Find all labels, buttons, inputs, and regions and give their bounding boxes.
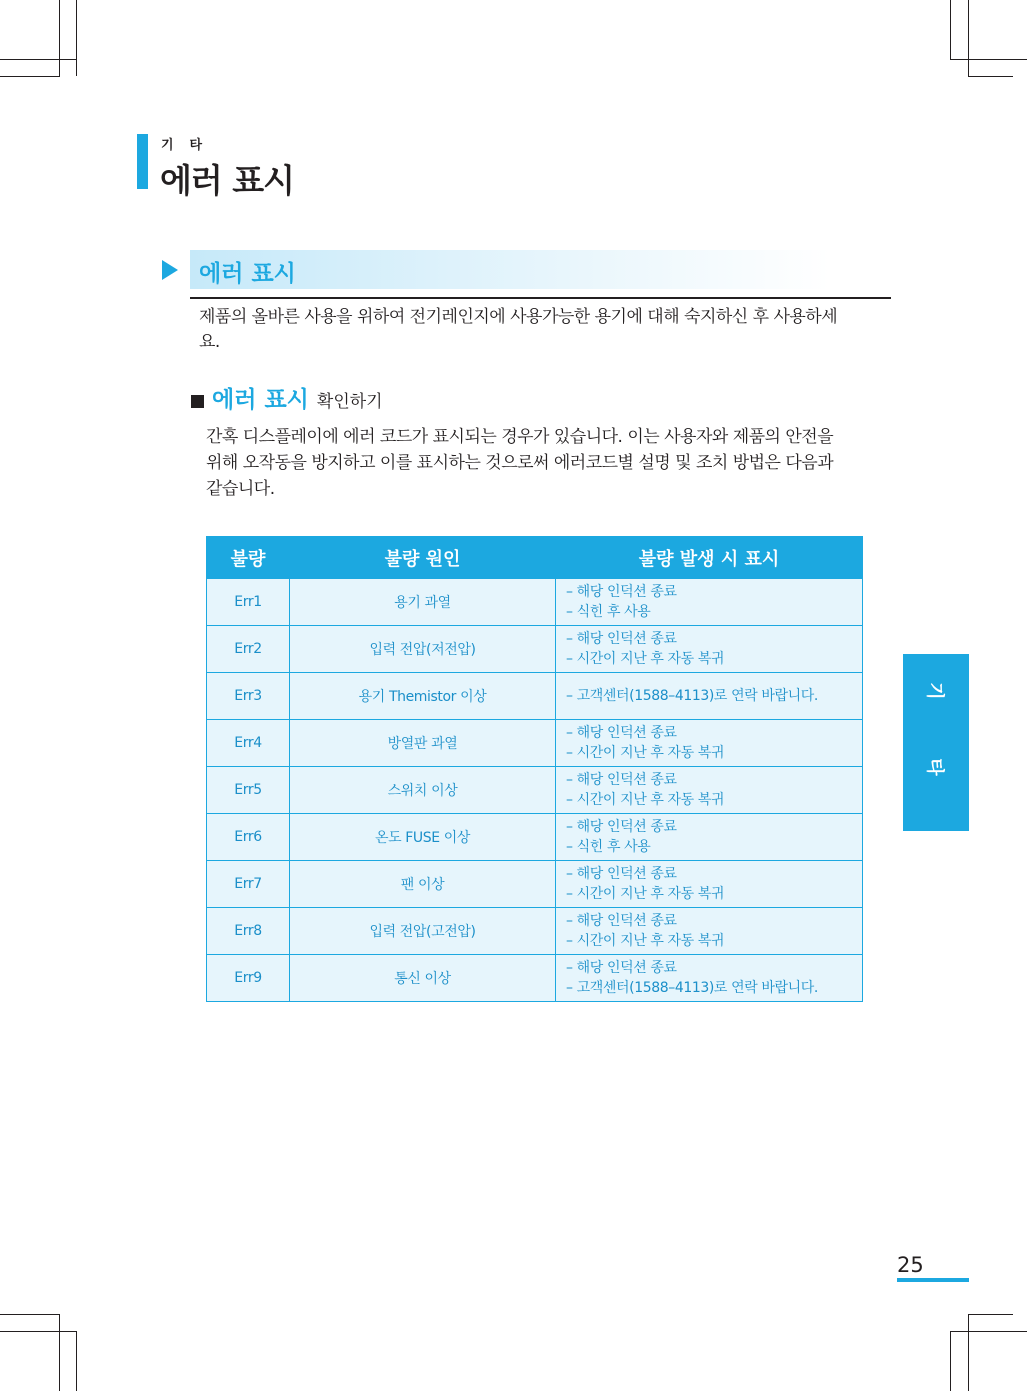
error-code: Err7 bbox=[207, 861, 290, 908]
subsection-title: 에러 표시 bbox=[212, 387, 309, 413]
error-cause: 스위치 이상 bbox=[290, 767, 556, 814]
error-code: Err2 bbox=[207, 626, 290, 673]
error-code: Err4 bbox=[207, 720, 290, 767]
side-tab-char: 기 bbox=[924, 682, 945, 700]
error-code: Err8 bbox=[207, 908, 290, 955]
error-display bbox=[556, 579, 863, 626]
error-display bbox=[556, 626, 863, 673]
table-header-row bbox=[207, 537, 863, 579]
display-line: – 해당 인덕션 종료 bbox=[566, 631, 677, 647]
table-row bbox=[207, 908, 863, 955]
display-line: – 시간이 지난 후 자동 복귀 bbox=[566, 792, 725, 808]
crop-mark bbox=[59, 1314, 60, 1391]
display-line: – 해당 인덕션 종료 bbox=[566, 725, 677, 741]
crop-mark bbox=[968, 0, 969, 76]
error-cause: 용기 과열 bbox=[290, 579, 556, 626]
subsection-body: 간혹 디스플레이에 에러 코드가 표시되는 경우가 있습니다. 이는 사용자와 제품의 안전을 위해 오작동을 방지하고 이를 표시하는 것으로써 에러코드별 설명 및 조치 방법은 다음과 같습니다. bbox=[206, 427, 834, 499]
page-number: 25 bbox=[897, 1253, 924, 1277]
error-code: Err1 bbox=[207, 579, 290, 626]
error-display bbox=[556, 720, 863, 767]
display-line: – 해당 인덕션 종료 bbox=[566, 866, 677, 882]
error-code: Err6 bbox=[207, 814, 290, 861]
error-display bbox=[556, 767, 863, 814]
side-tab-char: 타 bbox=[924, 758, 945, 776]
crop-mark bbox=[950, 1331, 1027, 1332]
crop-mark bbox=[0, 76, 60, 77]
display-line: – 식힌 후 사용 bbox=[566, 604, 651, 620]
section-title: 에러 표시 bbox=[199, 261, 296, 287]
table-row bbox=[207, 673, 863, 720]
error-code-table bbox=[206, 536, 863, 1002]
triangle-right-icon bbox=[162, 260, 178, 280]
display-line: – 고객센터(1588–4113)로 연락 바랍니다. bbox=[566, 688, 818, 704]
subsection-title-suffix: 확인하기 bbox=[316, 392, 383, 412]
error-display bbox=[556, 861, 863, 908]
display-line: – 시간이 지난 후 자동 복귀 bbox=[566, 745, 725, 761]
error-display bbox=[556, 955, 863, 1002]
display-line: – 식힌 후 사용 bbox=[566, 839, 651, 855]
error-cause: 온도 FUSE 이상 bbox=[290, 814, 556, 861]
error-code: Err9 bbox=[207, 955, 290, 1002]
crop-mark bbox=[0, 59, 76, 60]
display-line: – 해당 인덕션 종료 bbox=[566, 772, 677, 788]
error-display bbox=[556, 908, 863, 955]
crop-mark bbox=[0, 1331, 77, 1332]
column-header-display: 불량 발생 시 표시 bbox=[556, 537, 863, 579]
error-cause: 통신 이상 bbox=[290, 955, 556, 1002]
error-cause: 팬 이상 bbox=[290, 861, 556, 908]
category-label: 기타 bbox=[161, 138, 219, 153]
table-row bbox=[207, 955, 863, 1002]
table-row bbox=[207, 861, 863, 908]
square-bullet-icon bbox=[191, 395, 204, 408]
crop-mark bbox=[950, 1331, 951, 1391]
category-bar bbox=[137, 134, 148, 189]
table-row bbox=[207, 720, 863, 767]
crop-mark bbox=[59, 0, 60, 76]
crop-mark bbox=[0, 1314, 60, 1315]
error-cause: 용기 Themistor 이상 bbox=[290, 673, 556, 720]
table-row bbox=[207, 767, 863, 814]
crop-mark bbox=[968, 1314, 1013, 1315]
column-header-code: 불량 bbox=[207, 537, 290, 579]
error-code: Err3 bbox=[207, 673, 290, 720]
error-cause: 입력 전압(저전압) bbox=[290, 626, 556, 673]
page-title: 에러 표시 bbox=[160, 161, 295, 200]
error-cause: 방열판 과열 bbox=[290, 720, 556, 767]
side-chapter-tab bbox=[903, 654, 969, 831]
display-line: – 해당 인덕션 종료 bbox=[566, 913, 677, 929]
error-display bbox=[556, 673, 863, 720]
table-row bbox=[207, 814, 863, 861]
display-line: – 시간이 지난 후 자동 복귀 bbox=[566, 886, 725, 902]
section-intro: 제품의 올바른 사용을 위하여 전기레인지에 사용가능한 용기에 대해 숙지하신 후 사용하세요. bbox=[199, 307, 838, 352]
display-line: – 고객센터(1588–4113)로 연락 바랍니다. bbox=[566, 980, 818, 996]
section-divider bbox=[190, 297, 891, 299]
error-code: Err5 bbox=[207, 767, 290, 814]
display-line: – 시간이 지난 후 자동 복귀 bbox=[566, 651, 725, 667]
crop-mark bbox=[76, 0, 77, 76]
column-header-cause: 불량 원인 bbox=[290, 537, 556, 579]
subsection-heading bbox=[191, 381, 383, 414]
crop-mark bbox=[968, 76, 1013, 77]
crop-mark bbox=[950, 59, 1027, 60]
page-number-underline bbox=[897, 1278, 969, 1282]
display-line: – 해당 인덕션 종료 bbox=[566, 819, 677, 835]
table-row bbox=[207, 626, 863, 673]
display-line: – 시간이 지난 후 자동 복귀 bbox=[566, 933, 725, 949]
crop-mark bbox=[76, 1331, 77, 1391]
crop-mark bbox=[968, 1314, 969, 1391]
error-display bbox=[556, 814, 863, 861]
crop-mark bbox=[950, 0, 951, 60]
error-cause: 입력 전압(고전압) bbox=[290, 908, 556, 955]
table-row bbox=[207, 579, 863, 626]
display-line: – 해당 인덕션 종료 bbox=[566, 584, 677, 600]
display-line: – 해당 인덕션 종료 bbox=[566, 960, 677, 976]
